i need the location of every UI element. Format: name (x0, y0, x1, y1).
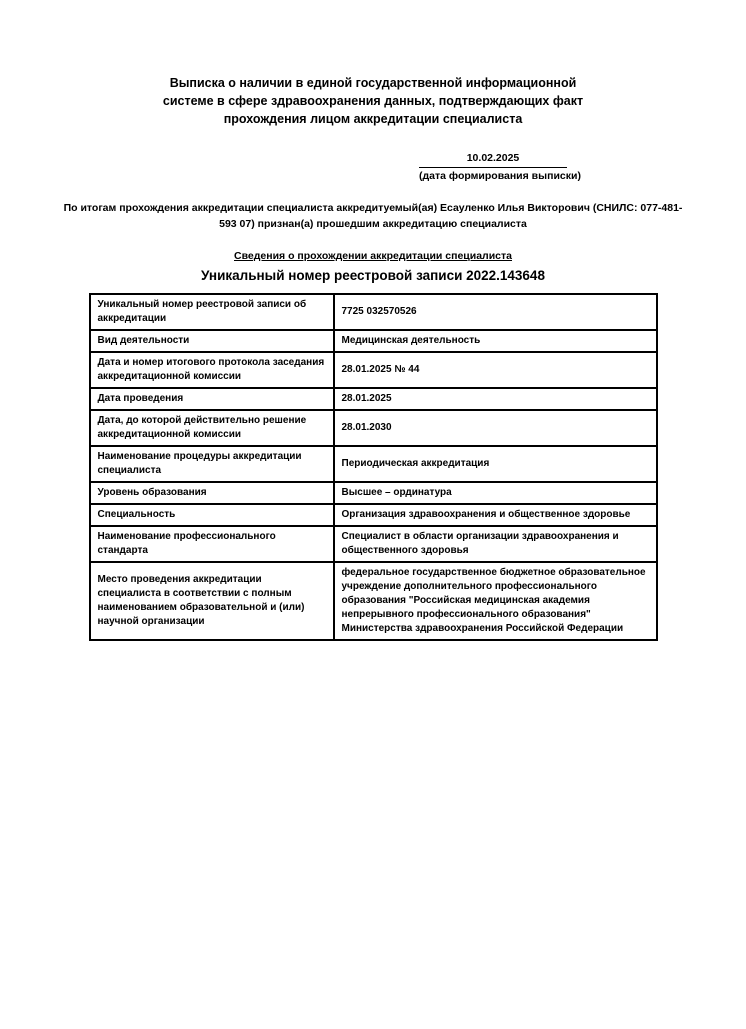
table-row (90, 330, 657, 352)
table-row (90, 504, 657, 526)
document-title-line: прохождения лицом аккредитации специалиста (223, 112, 523, 126)
row-label: Уникальный номер реестровой записи об аккредитации (90, 294, 334, 330)
row-value: Медицинская деятельность (334, 330, 657, 352)
document-title-line: Выписка о наличии в единой государственной информационной (169, 76, 577, 90)
row-value: 28.01.2030 (334, 410, 657, 446)
issue-date-block (419, 152, 581, 183)
table-row (90, 388, 657, 410)
issue-date: 10.02.2025 (419, 152, 567, 168)
table-row (90, 410, 657, 446)
row-value: Периодическая аккредитация (334, 446, 657, 482)
row-label: Дата, до которой действительно решение аккредитационной комиссии (90, 410, 334, 446)
row-label: Наименование профессионального стандарта (90, 526, 334, 562)
document-title (0, 0, 746, 128)
row-label: Специальность (90, 504, 334, 526)
intro-line: По итогам прохождения аккредитации специалиста аккредитуемый(ая) Есауленко Илья Викторович (СНИЛС: 077-481- (63, 202, 683, 214)
row-value: 28.01.2025 (334, 388, 657, 410)
row-label: Вид деятельности (90, 330, 334, 352)
row-value: федеральное государственное бюджетное образовательное учреждение дополнительного профессионального образования "Российская медицинская академия непрерывного профессионального образования" Министерства здравоохранения Российской Федерации (334, 562, 657, 640)
accreditation-table-body (90, 294, 657, 640)
row-value: 28.01.2025 № 44 (334, 352, 657, 388)
issue-date-caption: (дата формирования выписки) (419, 170, 581, 182)
table-row (90, 294, 657, 330)
document-title-line: системе в сфере здравоохранения данных, подтверждающих факт (162, 94, 584, 108)
row-value: Организация здравоохранения и общественное здоровье (334, 504, 657, 526)
row-value: Высшее – ординатура (334, 482, 657, 504)
row-value: 7725 032570526 (334, 294, 657, 330)
table-row (90, 526, 657, 562)
row-label: Наименование процедуры аккредитации специалиста (90, 446, 334, 482)
table-row (90, 562, 657, 640)
table-row (90, 446, 657, 482)
registry-number-heading: Уникальный номер реестровой записи 2022.143648 (201, 268, 545, 283)
table-row (90, 352, 657, 388)
row-label: Место проведения аккредитации специалиста в соответствии с полным наименованием образовательной и (или) научной организации (90, 562, 334, 640)
row-label: Дата и номер итогового протокола заседания аккредитационной комиссии (90, 352, 334, 388)
accreditation-table (89, 293, 658, 641)
row-label: Дата проведения (90, 388, 334, 410)
intro-line: 593 07) признан(а) прошедшим аккредитацию специалиста (219, 217, 527, 230)
row-value: Специалист в области организации здравоохранения и общественного здоровья (334, 526, 657, 562)
section-header: Сведения о прохождении аккредитации специалиста (234, 250, 512, 262)
row-label: Уровень образования (90, 482, 334, 504)
table-row (90, 482, 657, 504)
intro-paragraph (0, 201, 746, 232)
